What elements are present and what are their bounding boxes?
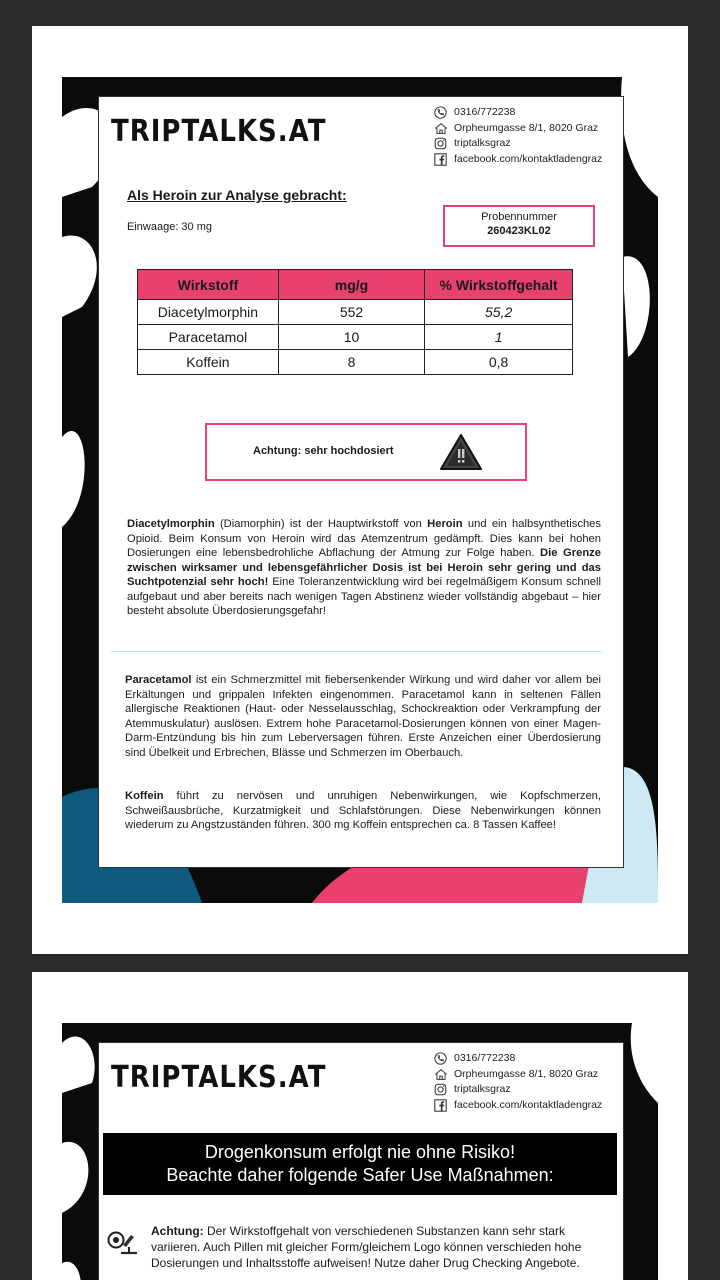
heroin-term: Heroin <box>427 518 463 530</box>
sample-number-value: 260423KL02 <box>487 225 551 237</box>
warning-triangle-icon <box>439 433 483 476</box>
table-header-row <box>138 270 573 300</box>
section-divider <box>111 651 601 652</box>
dosage-warning: Die Grenze zwischen wirksamer und lebensgefährlicher Dosis ist bei Heroin sehr gering und das Suchtpotenzial sehr hoch! <box>127 547 601 588</box>
cell-mg-per-g: 8 <box>278 350 424 375</box>
contact-address-text: Orpheumgasse 8/1, 8020 Graz <box>454 121 599 134</box>
report-page-1 <box>32 26 688 954</box>
home-icon <box>433 1067 448 1082</box>
cell-substance: Koffein <box>138 350 279 375</box>
contact-block <box>433 105 602 167</box>
contact-address[interactable] <box>433 121 602 137</box>
instagram-icon <box>433 1082 448 1097</box>
diacetylmorphin-text-2: und ein halbsynthetisches Opioid. Beim Konsum von Heroin wird das Atemzentrum gedämpft. Dies kann bei hohen Dosierungen eine lebensbedrohliche Abflachung der Atmung zur Folge haben. <box>127 518 601 559</box>
home-icon <box>433 121 448 136</box>
cell-substance: Paracetamol <box>138 325 279 350</box>
phone-icon <box>433 1051 448 1066</box>
banner-line-2: Beachte daher folgende Safer Use Maßnahmen: <box>166 1165 554 1185</box>
cell-percent: 1 <box>425 325 573 350</box>
contact-phone-text: 0316/772238 <box>454 106 516 118</box>
contact-address-text: Orpheumgasse 8/1, 8020 Graz <box>454 1067 599 1080</box>
facebook-icon <box>433 1098 448 1113</box>
contact-instagram-text: triptalksgraz <box>454 137 511 149</box>
warning-box <box>205 423 527 481</box>
contact-phone[interactable] <box>433 105 602 121</box>
cell-substance: Diacetylmorphin <box>138 300 279 325</box>
diacetylmorphin-term: Diacetylmorphin <box>127 518 215 530</box>
sample-weight: Einwaage: 30 mg <box>127 221 212 233</box>
column-header-percent: % Wirkstoffgehalt <box>425 270 573 300</box>
report-page-2 <box>32 972 688 1280</box>
contact-instagram[interactable] <box>433 1082 602 1098</box>
results-table <box>137 269 573 375</box>
diacetylmorphin-info <box>127 517 601 619</box>
safer-use-note <box>151 1223 611 1271</box>
contact-instagram[interactable] <box>433 136 602 152</box>
phone-icon <box>433 105 448 120</box>
brand-logo[interactable]: TRIPTALKS.AT <box>111 114 327 150</box>
report-title: Als Heroin zur Analyse gebracht: <box>127 187 347 203</box>
column-header-substance: Wirkstoff <box>138 270 279 300</box>
contact-facebook-text: facebook.com/kontaktladengraz <box>454 152 603 165</box>
safer-use-text: Der Wirkstoffgehalt von verschiedenen Substanzen kann sehr stark variieren. Auch Pillen mit gleicher Form/gleichem Logo können verschieden hohe Dosierungen und Inhaltsstoffe aufweisen! Nutze daher Drug Checking Angebote. <box>151 1224 582 1270</box>
table-row <box>138 350 573 375</box>
contact-instagram-text: triptalksgraz <box>454 1083 511 1095</box>
safer-use-heading: Achtung: <box>151 1224 204 1238</box>
koffein-info <box>125 789 601 833</box>
koffein-term: Koffein <box>125 790 164 802</box>
sample-number-label: Probennummer <box>481 211 557 223</box>
contact-block <box>433 1051 602 1113</box>
paracetamol-term: Paracetamol <box>125 674 192 686</box>
brand-logo[interactable]: TRIPTALKS.AT <box>111 1060 327 1096</box>
instagram-icon <box>433 136 448 151</box>
cell-percent: 0,8 <box>425 350 573 375</box>
contact-facebook[interactable] <box>433 1098 602 1114</box>
contact-facebook[interactable] <box>433 152 602 168</box>
paracetamol-info <box>125 673 601 760</box>
facebook-icon <box>433 152 448 167</box>
contact-phone[interactable] <box>433 1051 602 1067</box>
cell-mg-per-g: 552 <box>278 300 424 325</box>
column-header-mg-per-g: mg/g <box>278 270 424 300</box>
contact-facebook-text: facebook.com/kontaktladengraz <box>454 1098 603 1111</box>
microscope-icon <box>107 1227 141 1262</box>
table-row <box>138 300 573 325</box>
report-card <box>98 96 624 868</box>
koffein-text: führt zu nervösen und unruhigen Nebenwirkungen, wie Kopfschmerzen, Schweißausbrüche, Kurzatmigkeit und Schlafstörungen. Diese Nebenwirkungen können wiederum zu Angstzuständen führen. 300 mg Koffein entsprechen ca. 8 Tassen Kaffee! <box>125 790 601 831</box>
risk-banner <box>103 1133 617 1195</box>
diacetylmorphin-text-3: Eine Toleranzentwicklung wird bei regelmäßigem Konsum schnell aufgebaut und aber bereits nach wenigen Tagen Abstinenz wieder vollständig abgebaut – hier besteht absolute Überdosierungsgefahr! <box>127 576 602 617</box>
warning-text: Achtung: sehr hochdosiert <box>253 445 394 457</box>
banner-line-1: Drogenkonsum erfolgt nie ohne Risiko! <box>204 1142 516 1162</box>
cell-percent: 55,2 <box>425 300 573 325</box>
safer-use-card <box>98 1042 624 1280</box>
cell-mg-per-g: 10 <box>278 325 424 350</box>
sample-number-box <box>443 205 595 247</box>
diacetylmorphin-text-1: (Diamorphin) ist der Hauptwirkstoff von <box>214 518 428 530</box>
table-row <box>138 325 573 350</box>
contact-address[interactable] <box>433 1067 602 1083</box>
contact-phone-text: 0316/772238 <box>454 1052 516 1064</box>
paracetamol-text: ist ein Schmerzmittel mit fiebersenkender Wirkung und wird daher vor allem bei Erkältungen und grippalen Infekten eingenommen. Paracetamol kann in seltenen Fällen allergische Reaktionen (Haut- oder Nesselausschlag, Schockreaktion oder Verkrampfung der Atemmuskulatur) auslösen. Extrem hohe Paracetamol-Dosierungen können von einer Magen-Darm-Entzündung bis hin zum Leberversagen führen. Erste Anzeichen einer Überdosierung sind Übelkeit und Erbrechen, Blässe und Schmerzen im Oberbauch. <box>125 674 601 759</box>
